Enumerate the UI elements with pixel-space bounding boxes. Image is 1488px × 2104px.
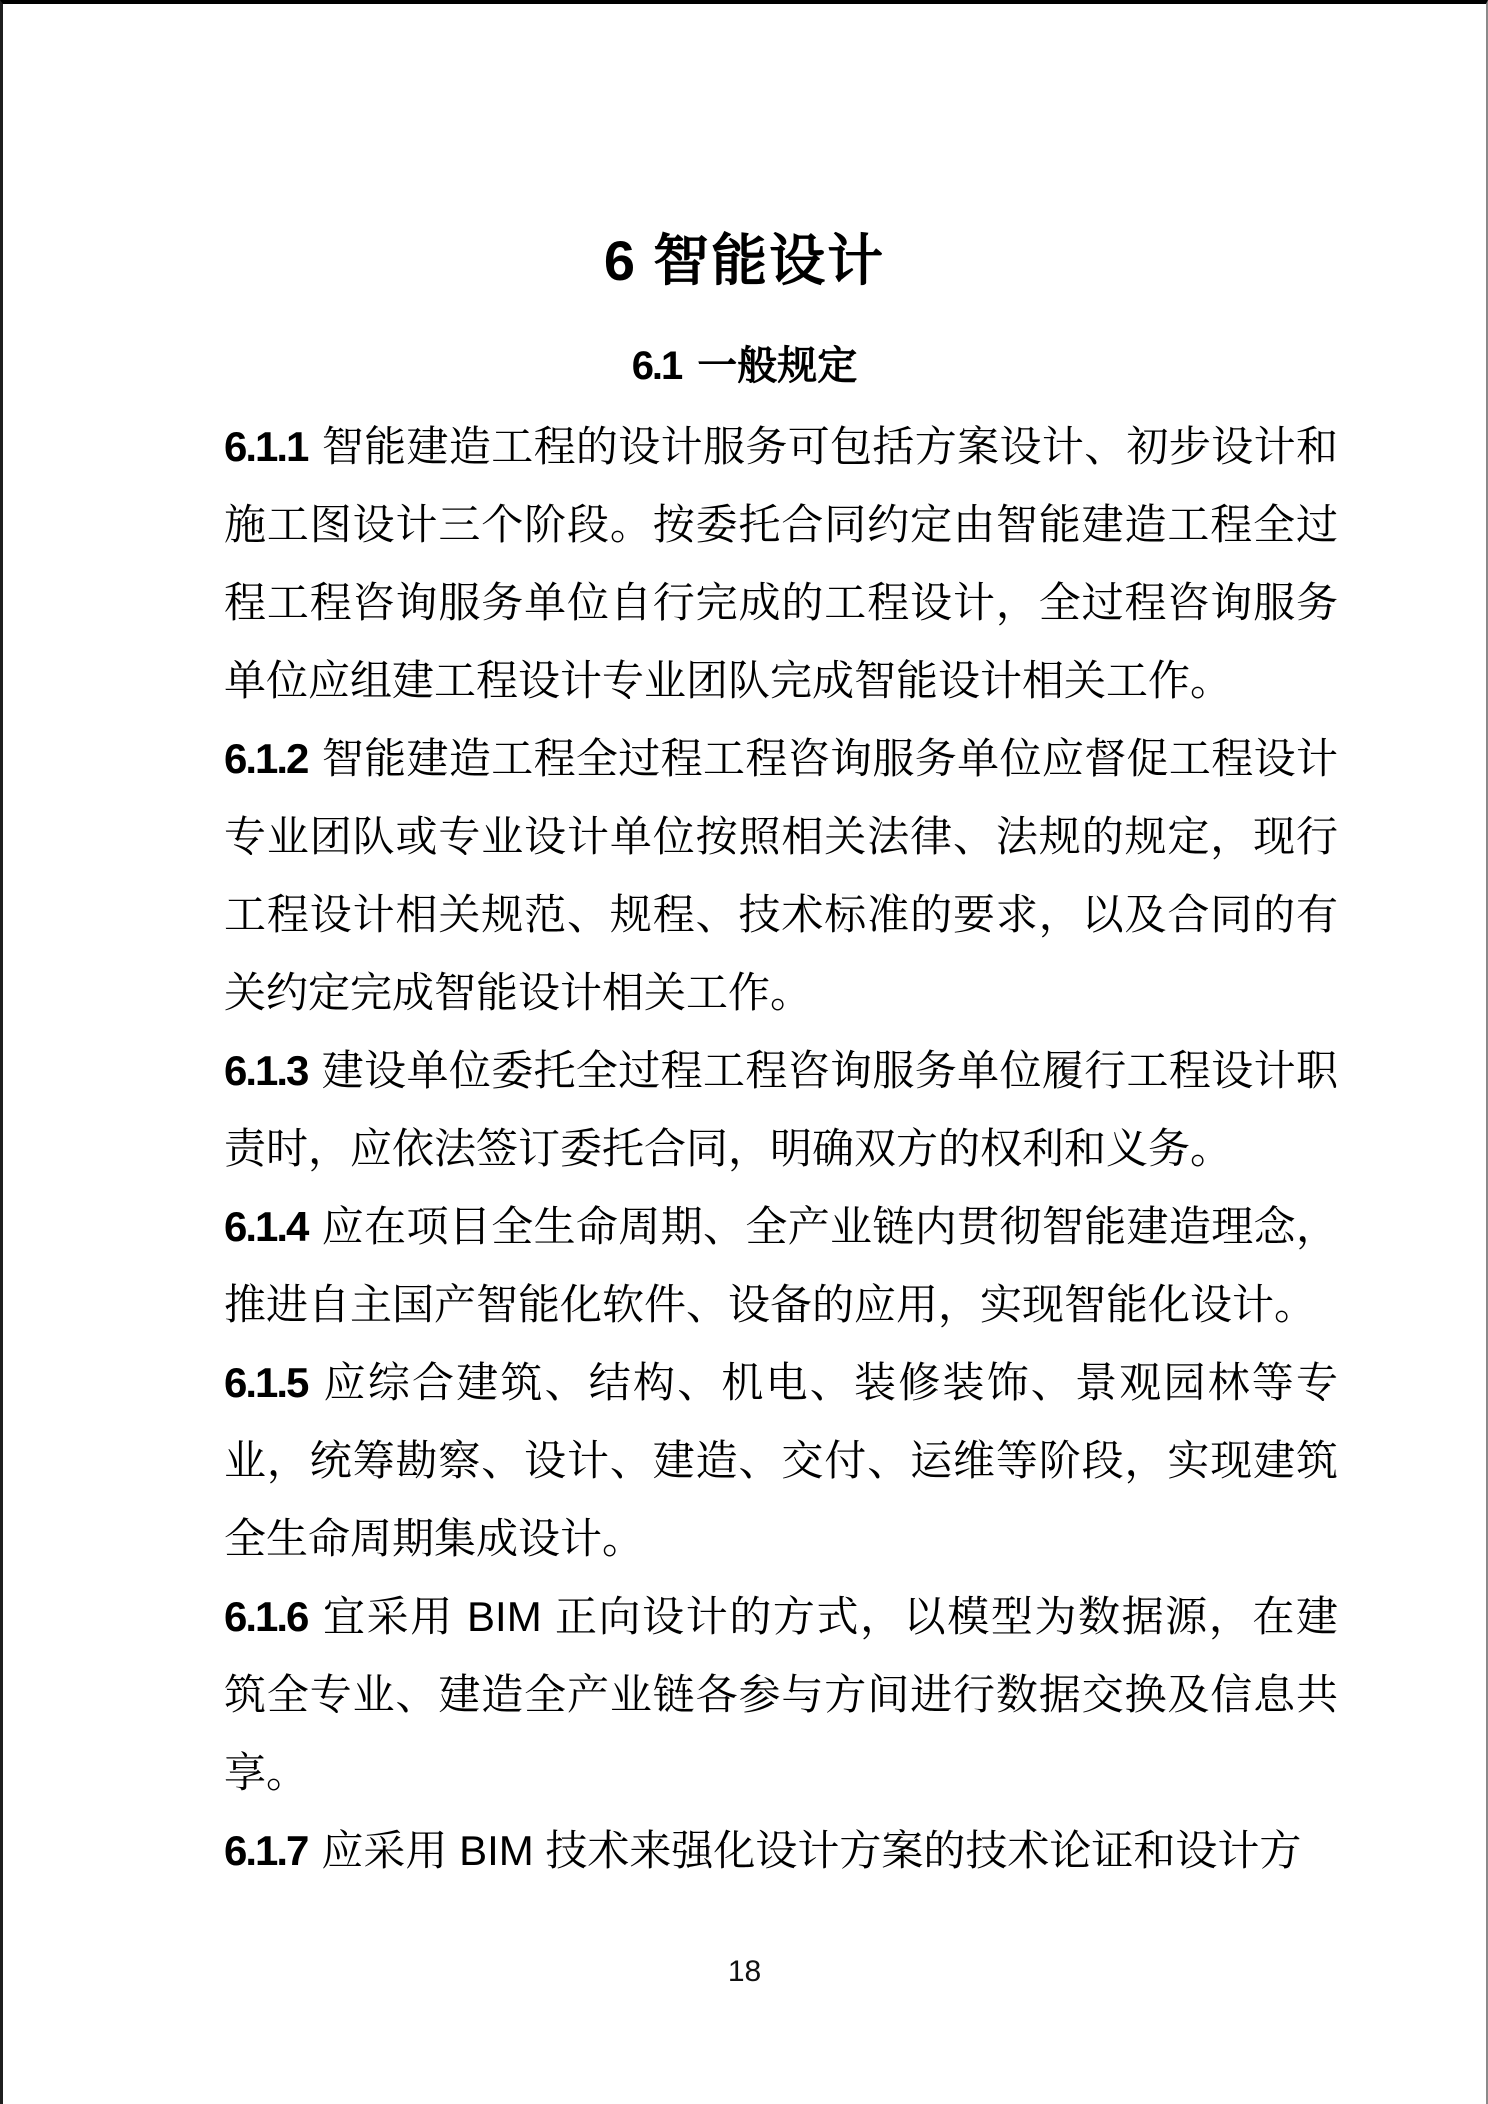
clause-number: 6.1.3 bbox=[224, 1047, 308, 1094]
clause-number: 6.1.4 bbox=[224, 1203, 308, 1250]
clause-number: 6.1.2 bbox=[224, 735, 308, 782]
clause-6-1-5 bbox=[224, 1344, 1338, 1578]
clause-6-1-1 bbox=[224, 408, 1338, 720]
clause-text: 宜采用 BIM 正向设计的方式，以模型为数据源，在建筑全专业、建造全产业链各参与方间进行数据交换及信息共享。 bbox=[224, 1593, 1338, 1796]
clause-number: 6.1.7 bbox=[224, 1827, 308, 1874]
clause-text: 应综合建筑、结构、机电、装修装饰、景观园林等专业，统筹勘察、设计、建造、交付、运维等阶段，实现建筑全生命周期集成设计。 bbox=[224, 1359, 1338, 1562]
section-number: 6.1 bbox=[631, 344, 682, 389]
clause-text: 智能建造工程的设计服务可包括方案设计、初步设计和施工图设计三个阶段。按委托合同约定由智能建造工程全过程工程咨询服务单位自行完成的工程设计，全过程咨询服务单位应组建工程设计专业团队完成智能设计相关工作。 bbox=[224, 423, 1338, 704]
chapter-number: 6 bbox=[603, 228, 636, 292]
page-number: 18 bbox=[727, 1955, 762, 1988]
clause-6-1-2 bbox=[224, 720, 1338, 1032]
clause-text: 智能建造工程全过程工程咨询服务单位应督促工程设计专业团队或专业设计单位按照相关法律、法规的规定，现行工程设计相关规范、规程、技术标准的要求，以及合同的有关约定完成智能设计相关工作。 bbox=[224, 735, 1338, 1016]
clause-text: 建设单位委托全过程工程咨询服务单位履行工程设计职责时，应依法签订委托合同，明确双方的权利和义务。 bbox=[224, 1047, 1338, 1172]
chapter-title-text: 智能设计 bbox=[653, 228, 886, 292]
clause-text: 应采用 BIM 技术来强化设计方案的技术论证和设计方 bbox=[321, 1827, 1302, 1874]
section-title bbox=[3, 338, 1486, 394]
clause-number: 6.1.1 bbox=[224, 423, 308, 470]
clause-6-1-7 bbox=[224, 1812, 1338, 1890]
clause-6-1-4 bbox=[224, 1188, 1338, 1344]
clause-6-1-6 bbox=[224, 1578, 1338, 1812]
clause-list bbox=[224, 408, 1338, 1890]
clause-text: 应在项目全生命周期、全产业链内贯彻智能建造理念，推进自主国产智能化软件、设备的应用，实现智能化设计。 bbox=[224, 1203, 1338, 1328]
section-title-text: 一般规定 bbox=[697, 344, 858, 389]
clause-number: 6.1.5 bbox=[224, 1359, 308, 1406]
clause-number: 6.1.6 bbox=[224, 1593, 308, 1640]
clause-6-1-3 bbox=[224, 1032, 1338, 1188]
chapter-title bbox=[3, 225, 1486, 297]
